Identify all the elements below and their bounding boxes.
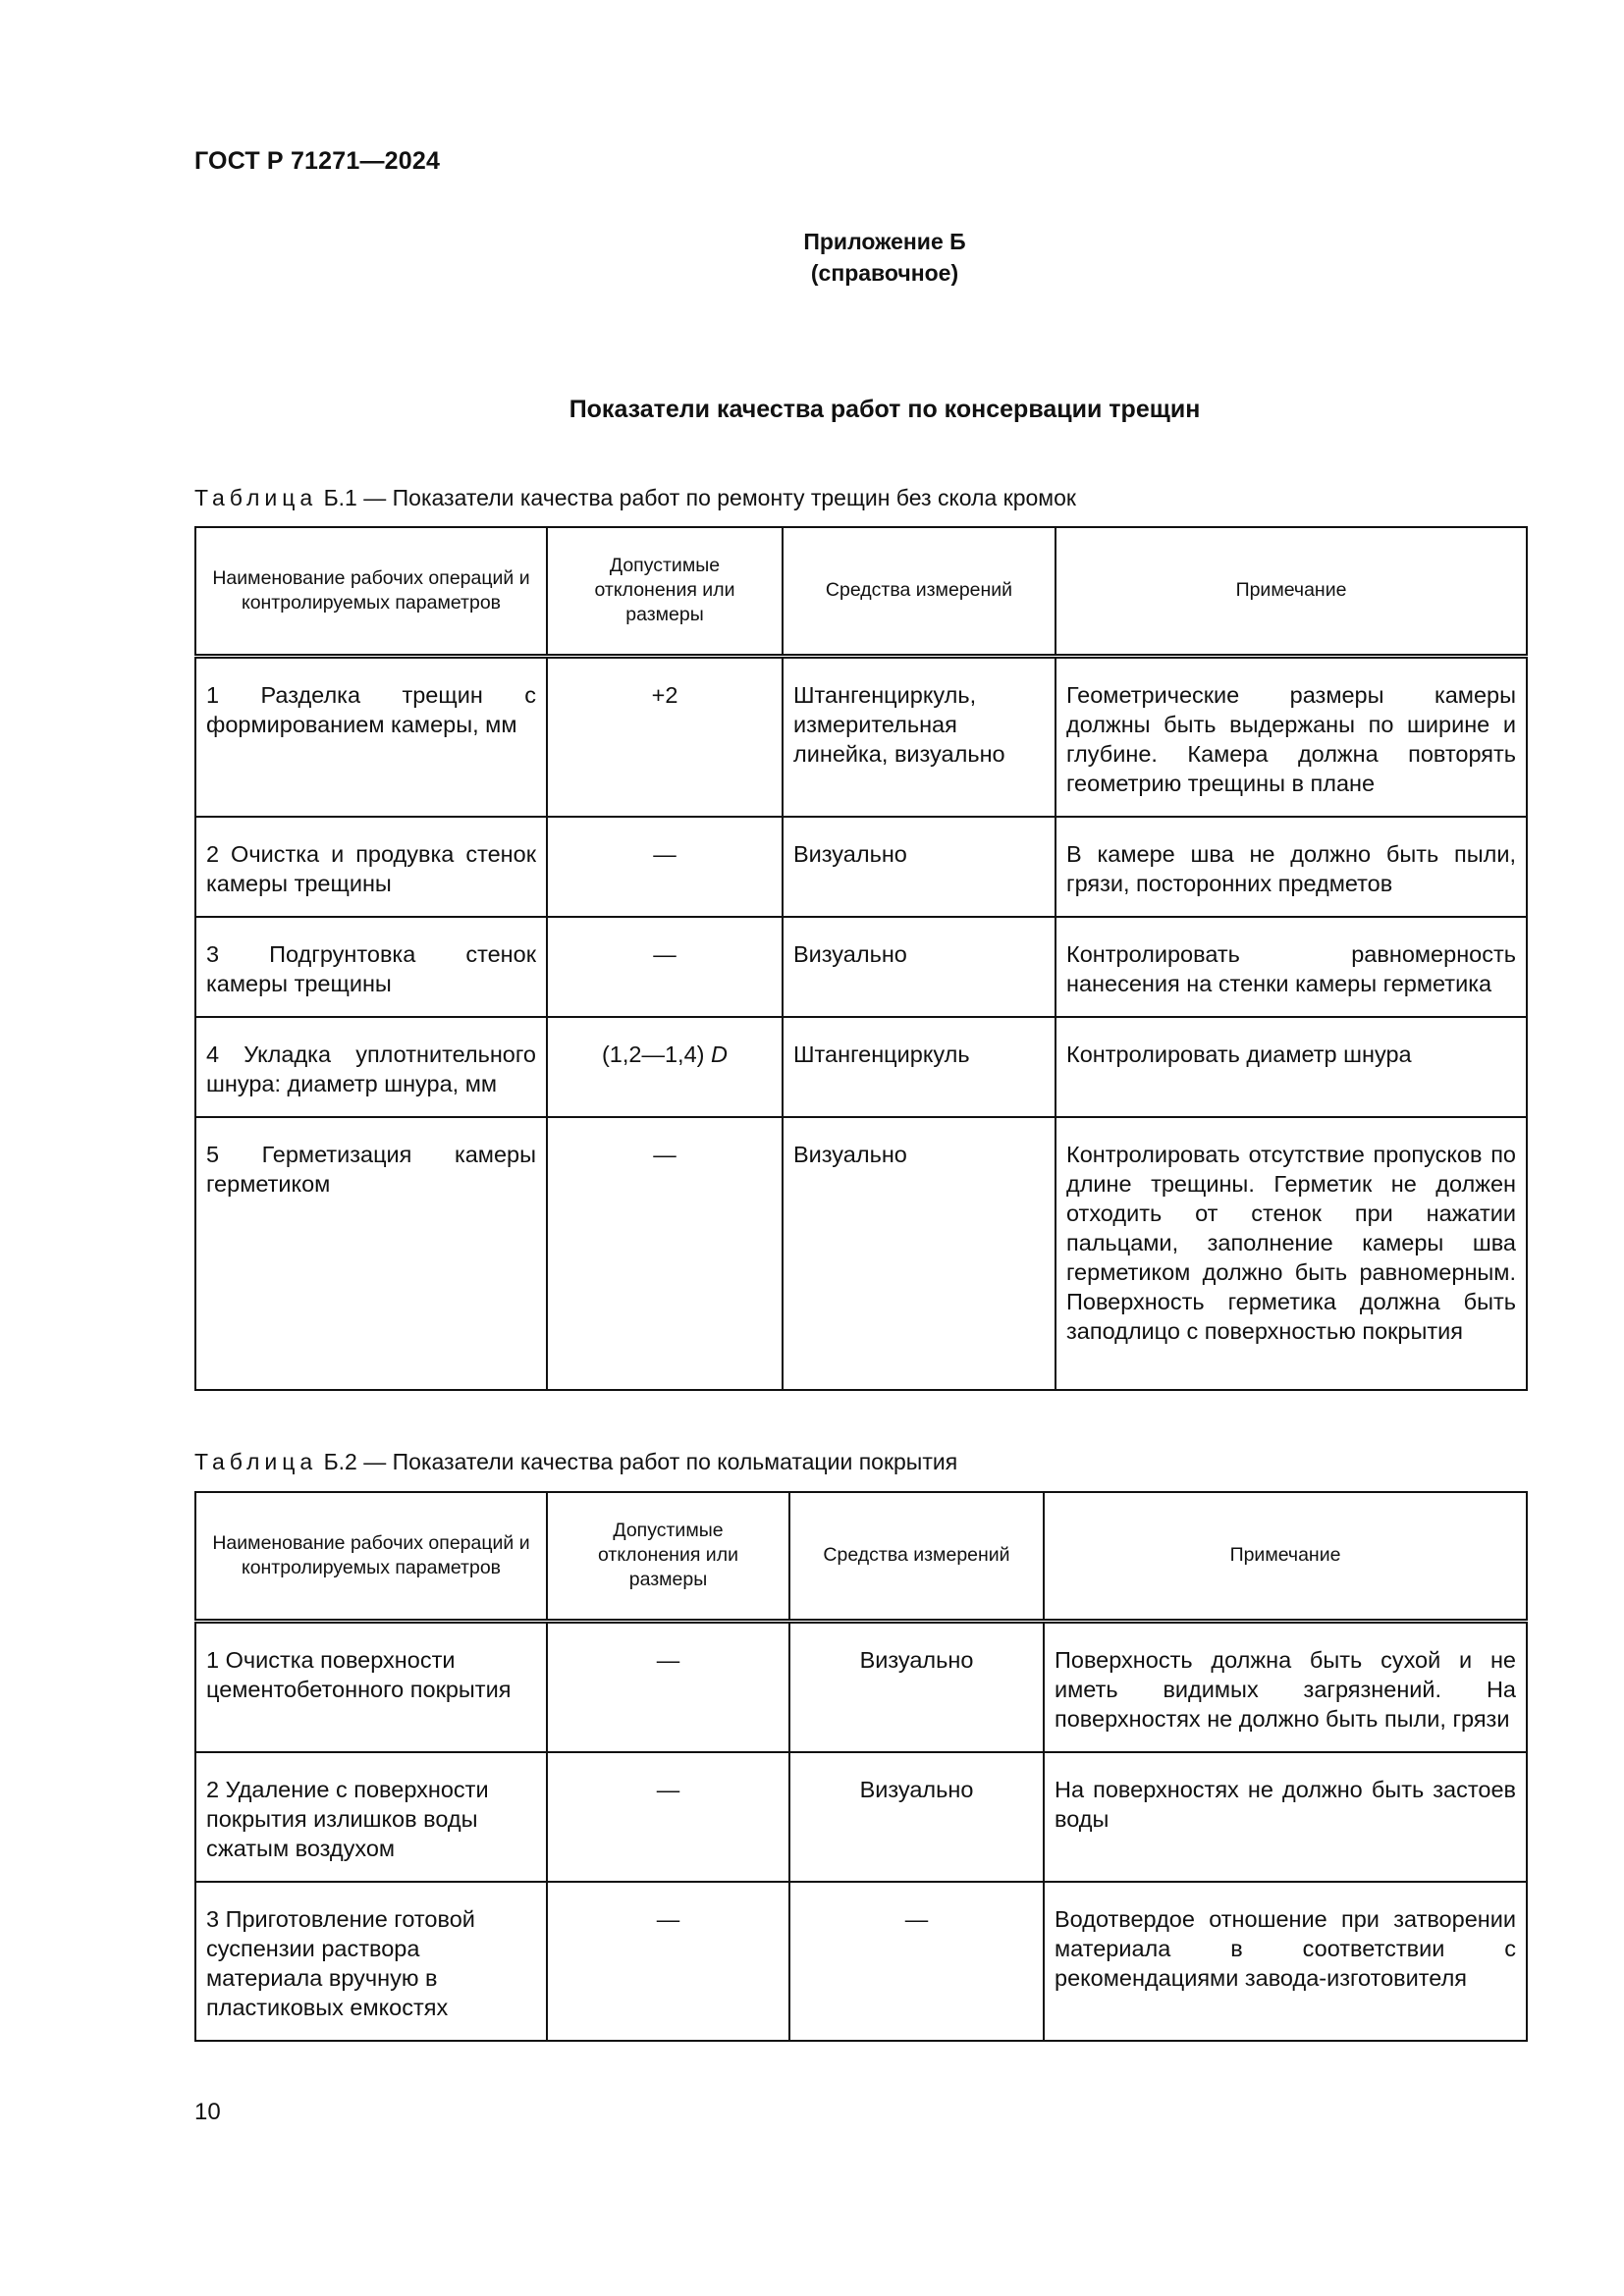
cell-tolerance: +2 [547,656,783,817]
cell-operation: 2 Очистка и продувка стенок камеры трещины [195,817,547,917]
cell-note: Водотвердое отношение при затворении материала в соответствии с рекомендациями завода-изготовителя [1044,1882,1527,2041]
column-header-operation: Наименование рабочих операций и контролируемых параметров [195,1492,547,1621]
cell-instrument: Визуально [789,1621,1044,1752]
table-row [195,1117,1527,1390]
table-caption-label: Таблица [194,485,318,510]
cell-tolerance: — [547,1621,789,1752]
cell-operation: 4 Укладка уплотнительного шнура: диаметр шнура, мм [195,1017,547,1117]
cell-instrument: Штангенциркуль, измерительная линейка, визуально [783,656,1056,817]
table-row [195,656,1527,817]
cell-tolerance: — [547,1752,789,1882]
tolerance-variable: D [711,1041,728,1067]
cell-instrument: Визуально [783,1117,1056,1390]
appendix-heading [0,226,1624,289]
table-row [195,917,1527,1017]
cell-operation: 1 Разделка трещин с формированием камеры, мм [195,656,547,817]
cell-tolerance [547,1017,783,1117]
table-header-row [195,527,1527,656]
table-b2 [194,1491,1528,2042]
appendix-subtitle: (справочное) [810,260,959,286]
table-caption-b1 [194,485,1076,511]
cell-note: Контролировать равномерность нанесения на стенки камеры герметика [1056,917,1527,1017]
cell-operation: 3 Приготовление готовой суспензии раствора материала вручную в пластиковых емкостях [195,1882,547,2041]
cell-instrument: Штангенциркуль [783,1017,1056,1117]
cell-operation: 2 Удаление с поверхности покрытия излишков воды сжатым воздухом [195,1752,547,1882]
section-title: Показатели качества работ по консервации трещин [568,396,1201,423]
table-row [195,817,1527,917]
table-caption-text: Б.1 — Показатели качества работ по ремонту трещин без скола кромок [323,485,1076,510]
cell-note: Геометрические размеры камеры должны быть выдержаны по ширине и глубине. Камера должна повторять геометрию трещины в плане [1056,656,1527,817]
document-header: ГОСТ Р 71271—2024 [194,147,441,175]
column-header-tolerance: Допустимые отклонения или размеры [547,1492,789,1621]
cell-note: Поверхность должна быть сухой и не иметь видимых загрязнений. На поверхностях не должно быть пыли, грязи [1044,1621,1527,1752]
cell-operation: 3 Подгрунтовка стенок камеры трещины [195,917,547,1017]
column-header-note: Примечание [1044,1492,1527,1621]
cell-instrument: — [789,1882,1044,2041]
column-header-instrument: Средства измерений [783,527,1056,656]
cell-operation: 5 Герметизация камеры герметиком [195,1117,547,1390]
column-header-instrument: Средства измерений [789,1492,1044,1621]
column-header-note: Примечание [1056,527,1527,656]
column-header-operation: Наименование рабочих операций и контролируемых параметров [195,527,547,656]
cell-tolerance: — [547,917,783,1017]
cell-note: Контролировать отсутствие пропусков по длине трещины. Герметик не должен отходить от стенок при нажатии пальцами, заполнение камеры шва герметиком должно быть равномерным. Поверхность герметика должна быть заподлицо с поверхностью покрытия [1056,1117,1527,1390]
cell-operation: 1 Очистка поверхности цементобетонного покрытия [195,1621,547,1752]
table-row [195,1752,1527,1882]
column-header-tolerance: Допустимые отклонения или размеры [547,527,783,656]
table-header-row [195,1492,1527,1621]
table-row [195,1017,1527,1117]
page-number: 10 [194,2099,221,2125]
table-caption-label: Таблица [194,1449,318,1474]
table-caption-b2 [194,1449,957,1475]
appendix-title: Приложение Б [803,229,966,254]
table-b1 [194,526,1528,1391]
cell-instrument: Визуально [783,817,1056,917]
table-row [195,1621,1527,1752]
tolerance-value: (1,2—1,4) [601,1041,712,1067]
cell-tolerance: — [547,1117,783,1390]
cell-tolerance: — [547,817,783,917]
cell-note: Контролировать диаметр шнура [1056,1017,1527,1117]
table-caption-text: Б.2 — Показатели качества работ по кольматации покрытия [323,1449,958,1474]
cell-note: В камере шва не должно быть пыли, грязи, посторонних предметов [1056,817,1527,917]
cell-tolerance: — [547,1882,789,2041]
cell-note: На поверхностях не должно быть застоев воды [1044,1752,1527,1882]
cell-instrument: Визуально [789,1752,1044,1882]
table-row [195,1882,1527,2041]
cell-instrument: Визуально [783,917,1056,1017]
